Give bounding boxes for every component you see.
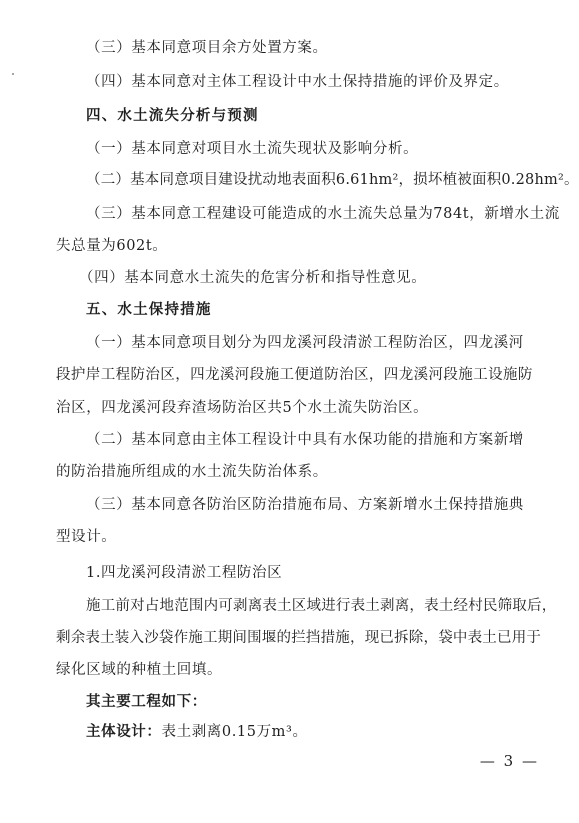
works-heading: 其主要工程如下： (86, 694, 207, 710)
section-heading-5: 五、水土保持措施 (86, 302, 212, 318)
paragraph-line: （三）基本同意工程建设可能造成的水土流失总量为784t，新增水土流 (86, 206, 560, 222)
paragraph-line: 的防治措施所组成的水土流失防治体系。 (56, 464, 328, 480)
paragraph-line: （四）基本同意水土流失的危害分析和指导性意见。 (79, 270, 427, 286)
paragraph-line: （一）基本同意项目划分为四龙溪河段清淤工程防治区，四龙溪河 (86, 335, 524, 351)
section-heading-4: 四、水土流失分析与预测 (86, 108, 259, 124)
paragraph-line: 段护岸工程防治区，四龙溪河段施工便道防治区，四龙溪河段施工设施防 (56, 367, 533, 383)
page-number: — 3 — (479, 752, 539, 770)
paragraph-line: 施工前对占地范围内可剥离表土区域进行表土剥离，表土经村民筛取后， (86, 598, 557, 614)
paragraph-line: （一）基本同意对项目水土流失现状及影响分析。 (86, 141, 419, 157)
paragraph-line: 治区，四龙溪河段弃渣场防治区共5个水土流失防治区。 (56, 400, 429, 416)
paragraph-line: （二）基本同意由主体工程设计中具有水保功能的措施和方案新增 (86, 432, 524, 448)
paragraph-line: （三）基本同意各防治区防治措施布局、方案新增水土保持措施典 (86, 497, 524, 513)
main-design-line (86, 722, 308, 742)
paragraph-line: 剩余表土装入沙袋作施工期间围堰的拦挡措施，现已拆除，袋中表土已用于 (56, 630, 542, 646)
paragraph-line: 失总量为602t。 (56, 238, 168, 254)
paragraph-line: 绿化区域的种植土回填。 (56, 662, 223, 678)
scan-speck (12, 73, 14, 75)
subsection-title: 1.四龙溪河段清淤工程防治区 (86, 565, 283, 581)
paragraph-line: （二）基本同意项目建设扰动地表面积6.61hm²，损坏植被面积0.28hm²。 (86, 172, 579, 188)
paragraph-line: 型设计。 (56, 529, 117, 545)
paragraph-line: （三）基本同意项目余方处置方案。 (86, 40, 328, 56)
main-design-label: 主体设计： (86, 724, 162, 740)
main-design-value: 表土剥离0.15万m³。 (161, 724, 308, 740)
paragraph-line: （四）基本同意对主体工程设计中水土保持措施的评价及界定。 (86, 74, 509, 90)
